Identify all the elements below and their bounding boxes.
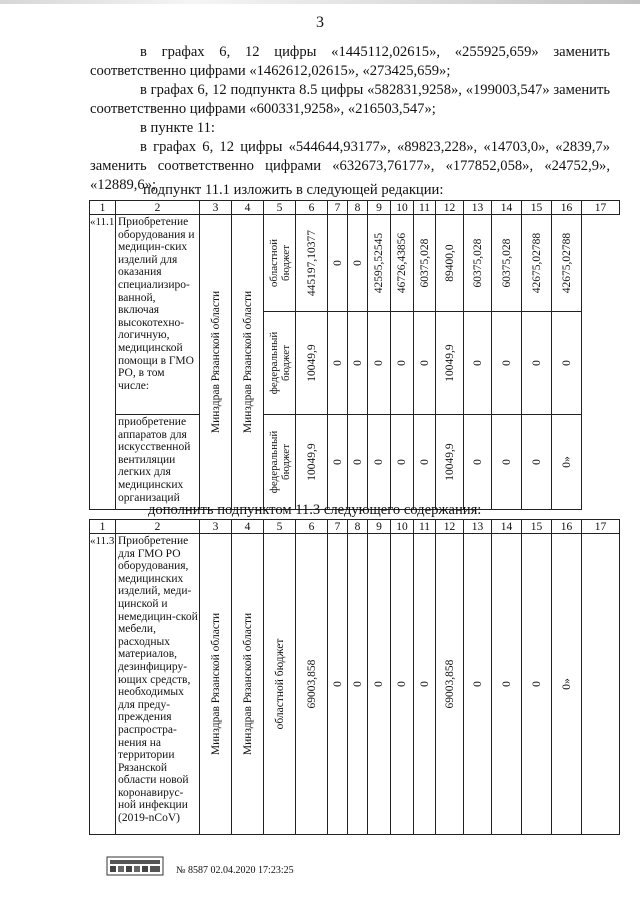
page-number: 3 [316,14,324,31]
col-header: 11 [414,520,436,534]
col-header: 9 [368,201,391,215]
value-cell [436,312,464,415]
value-cell [522,215,552,312]
funding-source: федеральный бюджет [267,430,292,494]
col-header: 14 [492,201,522,215]
cell-value: 0» [560,456,573,468]
value-cell [464,312,492,415]
executor-cell [200,534,232,835]
table-row [90,534,620,835]
col-header: 15 [522,201,552,215]
table-1-header-row [90,201,620,215]
value-cell [348,312,368,415]
source-cell [264,312,296,415]
cell-value: 42675,02788 [560,232,573,294]
cell-value: 0 [471,459,484,465]
cell-value: 0 [471,681,484,687]
cell-value: 0 [500,360,513,366]
value-cell [368,215,391,312]
item-description: Приобретение оборудования и медицин-ских изделий для оказания специализиро-ванной, включая высокотехно-логичную, медицинской помощи в ГМО РО, в том числе: [116,215,200,415]
col-header: 16 [552,201,582,215]
source-cell [264,415,296,510]
cell-value: 0 [373,681,385,687]
value-cell [296,534,328,835]
cell-value: 0 [351,260,364,266]
cell-value: 0 [396,681,408,687]
value-cell [328,215,348,312]
cell-value: 0 [331,459,344,465]
value-cell [391,534,414,835]
customer: Минздрав Рязанской области [241,290,254,434]
value-cell [436,415,464,510]
item-number: «11.3 [90,534,116,835]
col-header: 6 [296,520,328,534]
table-row [90,415,620,510]
cell-value: 0 [500,459,513,465]
cell-value: 60375,028 [418,238,431,288]
cell-value: 0 [373,459,385,465]
value-cell [552,312,582,415]
cell-value: 0 [351,459,364,465]
value-cell [552,215,582,312]
cell-value: 69003,858 [305,659,318,709]
value-cell [522,312,552,415]
value-cell [464,415,492,510]
value-cell [391,312,414,415]
cell-value: 10049,9 [305,443,318,481]
source-cell [264,215,296,312]
customer-cell [232,215,264,510]
col-header: 13 [464,201,492,215]
table-row [90,215,620,312]
paragraph-3: в пункте 11: [140,120,215,136]
value-cell [464,215,492,312]
value-cell [348,215,368,312]
cell-value: 0 [396,360,408,366]
col-header: 12 [436,201,464,215]
value-cell [414,215,436,312]
value-cell [391,415,414,510]
col-header: 6 [296,201,328,215]
col-header: 2 [116,201,200,215]
col-header: 10 [391,201,414,215]
customer-cell [232,534,264,835]
col-header: 9 [368,520,391,534]
value-cell [348,534,368,835]
col-header: 5 [264,201,296,215]
registry-stamp-icon [106,856,164,876]
registration-footer: № 8587 02.04.2020 17:23:25 [176,865,294,876]
cell-value: 0 [331,681,344,687]
value-cell [492,415,522,510]
cell-value: 0 [418,459,431,465]
cell-value: 445197,10377 [305,229,318,297]
table-11-3 [89,519,620,835]
col-header: 13 [464,520,492,534]
cell-value: 42675,02788 [530,232,543,294]
cell-value: 89400,0 [443,244,456,282]
cell-value: 0 [530,681,543,687]
table-2-header-row [90,520,620,534]
cell-value: 69003,858 [443,659,456,709]
value-cell [328,534,348,835]
value-cell [492,215,522,312]
value-cell [522,415,552,510]
value-cell [414,415,436,510]
value-cell [436,534,464,835]
cell-value: 10049,9 [443,443,456,481]
executor: Минздрав Рязанской области [209,612,222,756]
value-cell [296,415,328,510]
value-cell [391,215,414,312]
cell-value: 0 [331,260,344,266]
value-cell [552,415,582,510]
value-cell [436,215,464,312]
paragraph-4: в графах 6, 12 цифры «544644,93177», «89823,228», «14703,0», «2839,7» заменить соответственно цифрами «632673,76177», «177852,058», «24752,9», «12889,6»; [90,139,610,193]
funding-source: областной бюджет [273,638,286,730]
value-cell [296,312,328,415]
value-cell [328,415,348,510]
cell-value: 0 [471,360,484,366]
paragraph-5: подпункт 11.1 изложить в следующей редакции: [143,182,444,198]
funding-source: областной бюджет [267,238,292,288]
col-header: 17 [582,520,620,534]
value-cell [368,415,391,510]
cell-value: 0 [418,360,431,366]
cell-value: 10049,9 [443,344,456,382]
table-11-1 [89,200,620,510]
cell-value: 0 [396,459,408,465]
value-cell [414,534,436,835]
customer: Минздрав Рязанской области [241,612,254,756]
col-header: 1 [90,201,116,215]
col-header: 3 [200,520,232,534]
col-header: 14 [492,520,522,534]
value-cell [582,534,620,835]
paragraph-1: в графах 6, 12 цифры «1445112,02615», «255925,659» заменить соответственно цифрами «1462612,02615», «273425,659»; [90,44,610,79]
cell-value: 42595,52545 [373,232,385,294]
cell-value: 60375,028 [500,238,513,288]
cell-value: 0 [418,681,431,687]
value-cell [522,534,552,835]
col-header: 1 [90,520,116,534]
col-header: 3 [200,201,232,215]
value-cell [296,215,328,312]
source-cell [264,534,296,835]
funding-source: федеральный бюджет [267,331,292,395]
paragraph-2: в графах 6, 12 подпункта 8.5 цифры «582831,9258», «199003,547» заменить соответственно цифрами «600331,9258», «216503,547»; [90,82,610,117]
value-cell [368,534,391,835]
value-cell [328,312,348,415]
cell-value: 0 [351,681,364,687]
executor-cell [200,215,232,510]
cell-value: 46726,43856 [396,232,408,294]
col-header: 11 [414,201,436,215]
item-description: Приобретение для ГМО РО оборудования, медицинских изделий, меди-цинской и немедицин-ской мебели, расходных материалов, дезинфициру-ющих средств, необходимых для преду-преждения распростра-нения на территории Рязанской области новой коронавирус-ной инфекции (2019-nCoV) [116,534,200,835]
cell-value: 0 [530,459,543,465]
cell-value: 0» [560,678,573,690]
item-description: приобретение аппаратов для искусственной вентиляции легких для медицинских организаций [116,415,200,510]
col-header: 2 [116,520,200,534]
cell-value: 60375,028 [471,238,484,288]
col-header: 4 [232,520,264,534]
item-number: «11.1 [90,215,116,510]
value-cell [368,312,391,415]
col-header: 10 [391,520,414,534]
value-cell [492,534,522,835]
cell-value: 0 [530,360,543,366]
col-header: 4 [232,201,264,215]
col-header: 8 [348,201,368,215]
col-header: 17 [582,201,620,215]
scan-edge [0,0,640,4]
cell-value: 0 [373,360,385,366]
col-header: 16 [552,520,582,534]
between-text: дополнить подпунктом 11.3 следующего содержания: [148,502,482,518]
value-cell [414,312,436,415]
value-cell [552,534,582,835]
col-header: 5 [264,520,296,534]
col-header: 7 [328,520,348,534]
value-cell [492,312,522,415]
cell-value: 0 [500,681,513,687]
cell-value: 0 [351,360,364,366]
col-header: 8 [348,520,368,534]
cell-value: 0 [331,360,344,366]
cell-value: 10049,9 [305,344,318,382]
cell-value: 0 [560,360,573,366]
col-header: 7 [328,201,348,215]
value-cell [464,534,492,835]
value-cell [348,415,368,510]
executor: Минздрав Рязанской области [209,290,222,434]
col-header: 12 [436,520,464,534]
col-header: 15 [522,520,552,534]
